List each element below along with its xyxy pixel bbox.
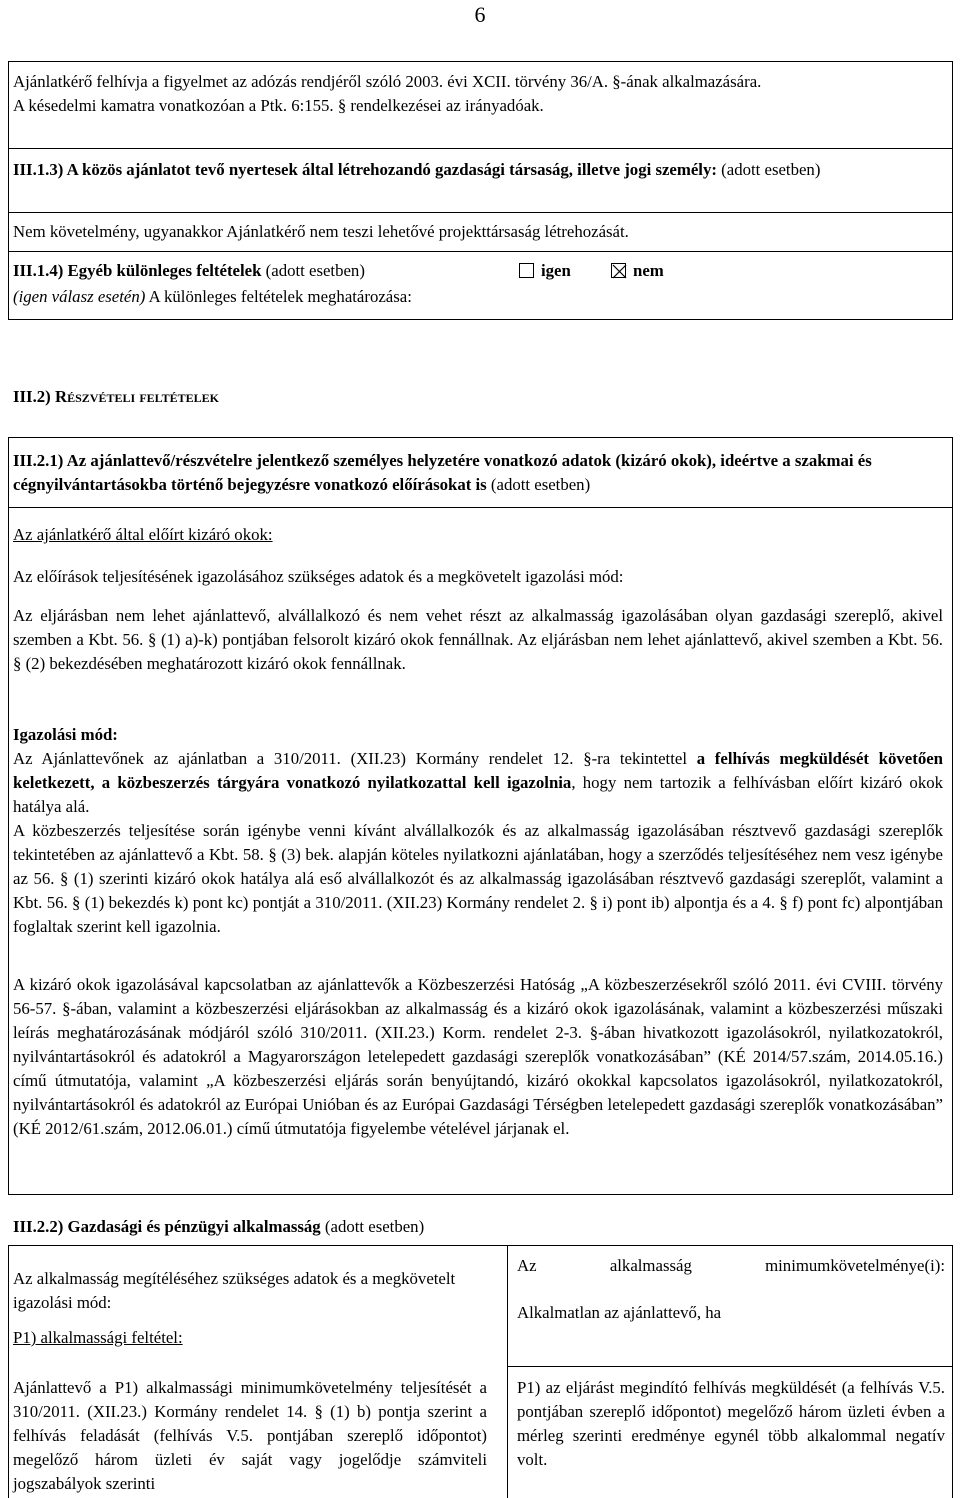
subcontractor-paragraph: A közbeszerzés teljesítése során igénybe venni kívánt alvállalkozók és az alkalmasság igazolásában résztvevő gazdasági szereplők tekintetében az ajánlattevő a Kbt. 58. § (3) bek. alapján köteles nyilatkozni ajánlatában, hogy a szerződés teljesítéséhez nem vesz igénybe az 56. § (1) szerinti kizáró okok hatálya alá eső alvállalkozót és az alkalmasság igazolásában résztvevő gazdasági szereplőt, valamint a Kbt. 56. § (1) bekezdés k) pont kc) pontját a 310/2011. (XII.23) Kormány rendelet 2. § i) pont ib) alpontja és a 4. § f) pont fc) alpontjában foglaltak szerint kell igazolnia. <box>13 821 943 936</box>
frame2-top <box>8 437 953 438</box>
divider-5 <box>8 1194 953 1195</box>
table-mid <box>507 1245 508 1498</box>
proof-text-c: , hogy nem tartozik a felhívásban előírt kizáró okok hatálya alá. <box>13 773 943 816</box>
section-iii-1-4 <box>13 259 943 283</box>
checked-x-icon <box>612 264 627 279</box>
intro-line-2: A késedelmi kamatra vonatkozóan a Ptk. 6:155. § rendelkezései az irányadóak. <box>13 96 544 115</box>
table-left <box>8 1245 9 1498</box>
divider-3 <box>8 251 953 252</box>
right-col-sub: Alkalmatlan az ajánlattevő, ha <box>517 1303 722 1322</box>
section-iii-1-4-heading: III.1.4) Egyéb különleges feltételek <box>13 261 262 280</box>
section-iii-1-3-heading: III.1.3) A közös ajánlatot tevő nyertesek által létrehozandó gazdasági társaság, illetve jogi személy: <box>13 160 717 179</box>
section-iii-2-1-suffix: (adott esetben) <box>490 475 591 494</box>
page-number: 6 <box>474 2 486 27</box>
proof-text-bold: a felhívás megküldését követően keletkezett, a közbeszerzés tárgyára vonatkozó nyilatkozattal kell igazolnia <box>13 749 943 792</box>
requirements-label: Az előírások teljesítésének igazolásához szükséges adatok és a megkövetelt igazolási mód: <box>13 567 624 586</box>
section-iii-2-title <box>13 385 943 409</box>
section-iii-2-1-heading: III.2.1) Az ajánlattevő/részvételre jelentkező személyes helyzetére vonatkozó adatok (kizáró okok), ideértve a szakmai és cégnyilvántartásokba történő bejegyzésre vonatkozó előírásokat is <box>13 451 872 494</box>
section-iii-2-2 <box>13 1215 943 1239</box>
exclusion-paragraph: Az eljárásban nem lehet ajánlattevő, alvállalkozó és nem vehet részt az alkalmasság igazolásában olyan gazdasági szereplő, akivel szemben a Kbt. 56. § (1) a)-k) pontjában felsorolt kizáró okok fennállnak. Az eljárásban nem lehet ajánlattevő, akivel szemben a Kbt. 56. § (2) bekezdésében meghatározott kizáró okok fennállnak. <box>13 606 943 673</box>
no-checkbox[interactable] <box>611 263 626 278</box>
section-iii-1-4-suffix: (adott esetben) <box>265 261 365 280</box>
section-iii-1-4-sub <box>13 285 943 309</box>
table-top <box>8 1245 953 1246</box>
section-iii-1-3-suffix: (adott esetben) <box>721 160 821 179</box>
frame2-left <box>8 437 9 1194</box>
frame-bottom <box>8 319 953 320</box>
left-col-p1-label: P1) alkalmassági feltétel: <box>13 1328 183 1347</box>
proof-paragraph <box>13 747 943 819</box>
section-iii-1-3 <box>13 158 943 182</box>
table-right <box>952 1245 953 1498</box>
proof-text-a: Az Ajánlattevőnek az ajánlatban a 310/2011. (XII.23) Kormány rendelet 12. §-ra tekintettel <box>13 749 687 768</box>
section-iii-2-name: Részvételi feltételek <box>54 387 219 406</box>
yes-option[interactable] <box>519 259 571 283</box>
frame2-right <box>952 437 953 1194</box>
section-iii-2-2-heading: III.2.2) Gazdasági és pénzügyi alkalmasság <box>13 1217 321 1236</box>
frame-top <box>8 61 953 62</box>
divider-4 <box>8 507 953 508</box>
special-conditions-label: A különleges feltételek meghatározása: <box>148 287 412 306</box>
no-option[interactable] <box>611 259 664 283</box>
section-iii-2-prefix: III.2) <box>13 387 51 406</box>
section-iii-1-3-body: Nem követelmény, ugyanakkor Ajánlatkérő nem teszi lehetővé projekttársaság létrehozását. <box>13 222 629 241</box>
yes-label: igen <box>541 261 571 280</box>
right-col-p1-text: P1) az eljárást megindító felhívás megküldését (a felhívás V.5. pontjában szereplő időpontot) megelőző három üzleti évben a mérleg szerinti eredménye egynél több alkalommal negatív volt. <box>517 1378 945 1469</box>
left-col-label: Az alkalmasság megítéléséhez szükséges adatok és a megkövetelt igazolási mód: <box>13 1269 456 1312</box>
divider-2 <box>8 212 953 213</box>
frame-right <box>952 61 953 319</box>
left-col-p1-text: Ajánlattevő a P1) alkalmassági minimumkövetelmény teljesítését a 310/2011. (XII.23.) Kormány rendelet 14. § (1) b) pontja szerint a felhívás feladását (felhívás V.5. pontjában szereplő időpontot) megelőző három üzleti év saját vagy jogelődje számviteli jogszabályok szerinti <box>13 1378 487 1493</box>
exclusion-grounds-label: Az ajánlatkérő által előírt kizáró okok: <box>13 525 273 544</box>
section-iii-2-1 <box>13 449 943 497</box>
intro-line-1: Ajánlatkérő felhívja a figyelmet az adózás rendjéről szóló 2003. évi XCII. törvény 36/A. §-ának alkalmazására. <box>13 72 762 91</box>
right-col-label: Az alkalmasság minimumkövetelménye(i): <box>517 1256 945 1275</box>
yes-checkbox[interactable] <box>519 263 534 278</box>
no-label: nem <box>633 261 664 280</box>
divider-1 <box>8 148 953 149</box>
yes-answer-note: (igen válasz esetén) <box>13 287 146 306</box>
section-iii-2-2-suffix: (adott esetben) <box>324 1217 425 1236</box>
frame-left <box>8 61 9 319</box>
proof-heading: Igazolási mód: <box>13 725 118 744</box>
guidance-paragraph: A kizáró okok igazolásával kapcsolatban az ajánlattevők a Közbeszerzési Hatóság „A közbeszerzésekről szóló 2011. évi CVIII. törvény 56-57. §-ában, valamint a közbeszerzési eljárásokban az alkalmasság és a kizáró okok igazolásának, valamint a közbeszerzési műszaki leírás meghatározásának módjáról szóló 310/2011. (XII.23.) Korm. rendelet 2-3. §-ában hivatkozott igazolásokról, nyilatkozatokról, nyilvántartásokról és adatokról a Magyarországon letelepedett gazdasági szereplők vonatkozásában” (KÉ 2014/57.szám, 2014.05.16.) című útmutatója, valamint „A közbeszerzési eljárás során benyújtandó, kizáró okokkal kapcsolatos igazolásokról, nyilatkozatokról, nyilvántartásokról és adatokról az Európai Unióban és az Európai Gazdasági Térségben letelepedett gazdasági szereplők vonatkozásában” (KÉ 2012/61.szám, 2012.06.01.) című útmutatója figyelembe vételével járjanak el. <box>13 975 943 1138</box>
right-col-divider <box>507 1366 952 1367</box>
